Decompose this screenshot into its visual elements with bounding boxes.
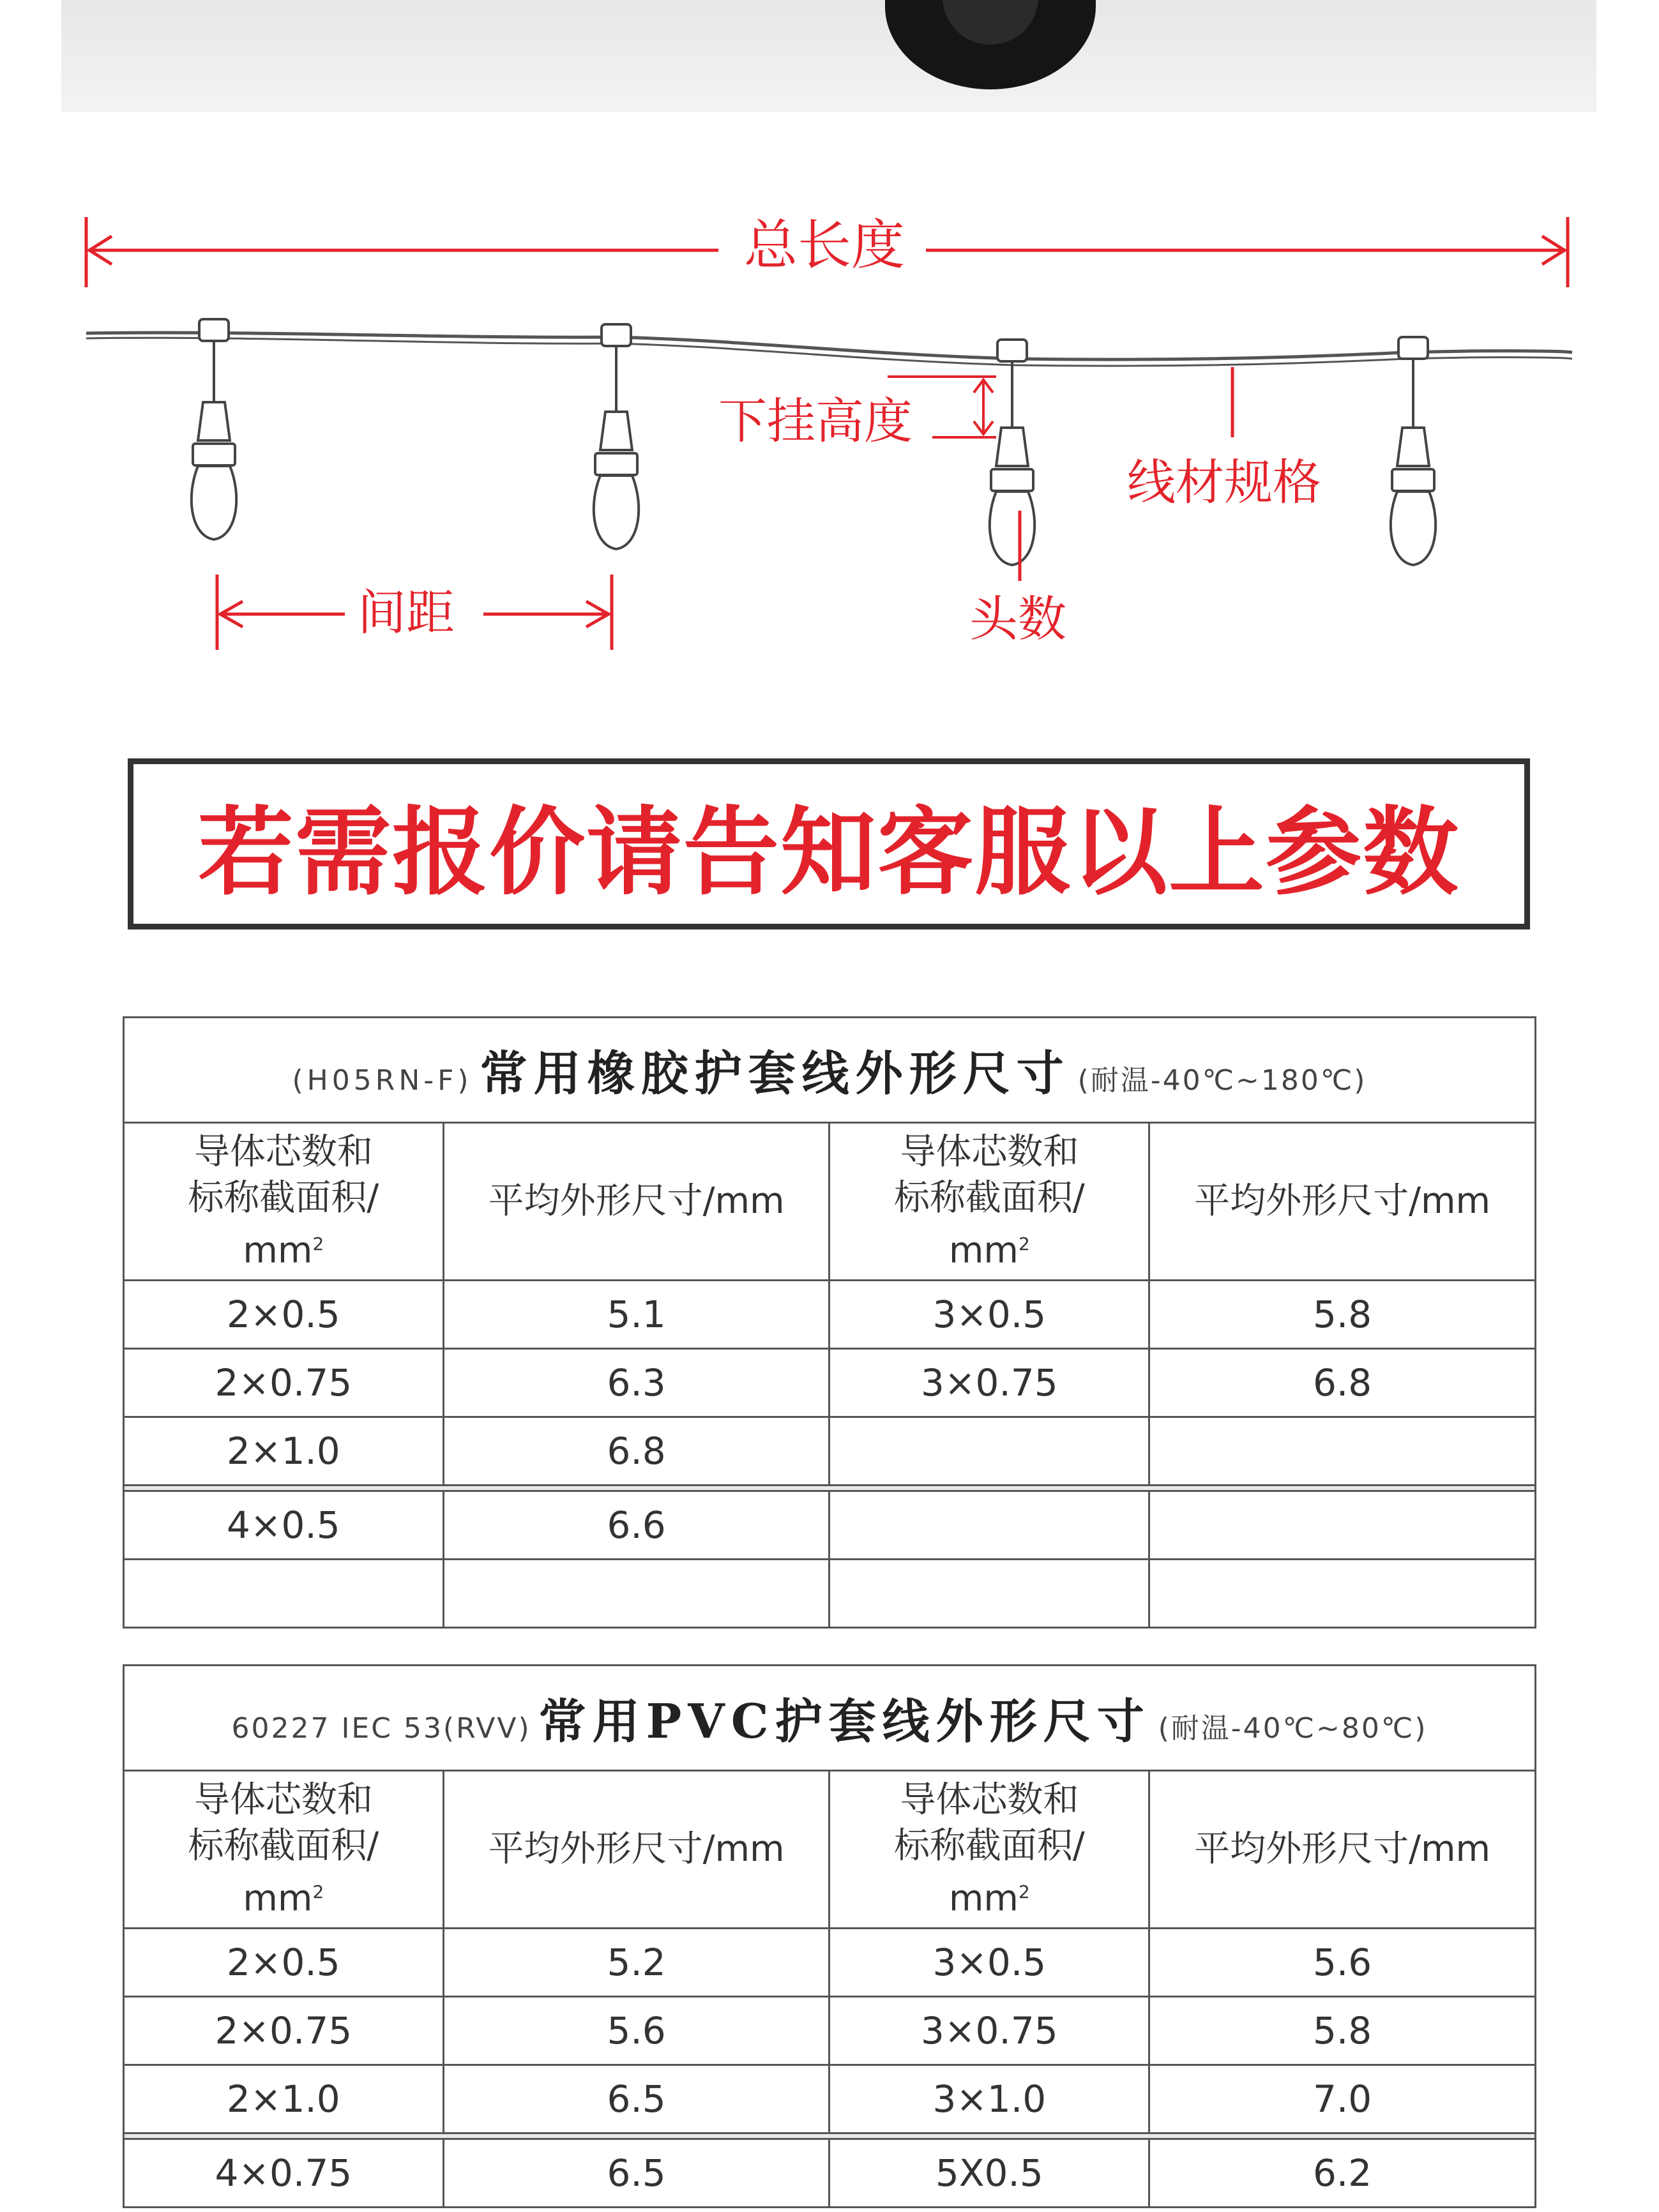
table-cell: 6.5: [443, 2139, 830, 2208]
table-temp: (耐温-40℃~80℃): [1158, 1712, 1428, 1745]
table-cell: 2×0.75: [124, 1997, 444, 2065]
table-cell: 5.8: [1149, 1997, 1536, 2065]
table-cell: [830, 1560, 1149, 1628]
conductor-header: [124, 1123, 444, 1281]
total-length-label: 总长度: [744, 214, 905, 276]
table-row: [124, 1560, 1536, 1628]
table-cell: [1149, 1560, 1536, 1628]
table-cell: 2×0.5: [124, 1929, 444, 1997]
conductor-header: [124, 1771, 444, 1929]
table-cell: 6.2: [1149, 2139, 1536, 2208]
conductor-header-line2: 标称截面积/: [893, 1825, 1085, 1867]
conductor-header-line1: 导体芯数和: [900, 1131, 1079, 1173]
table-row: [124, 1929, 1536, 1997]
table-cell: 6.3: [443, 1349, 830, 1417]
table-row: [124, 1349, 1536, 1417]
table-cell: 6.8: [443, 1417, 830, 1486]
drop-height-label: 下挂高度: [718, 393, 913, 449]
conductor-header-line2: 标称截面积/: [188, 1825, 379, 1867]
table-cell: 3×0.75: [830, 1997, 1149, 2065]
table-cell: 2×1.0: [124, 2065, 444, 2133]
conductor-header-unit: $mm^2$: [243, 1877, 324, 1920]
table-row: [124, 1417, 1536, 1486]
table-row: [124, 1281, 1536, 1349]
conductor-header-unit: $mm^2$: [948, 1877, 1030, 1920]
table-row: [124, 1491, 1536, 1560]
string-light-diagram: [0, 192, 1659, 677]
table-code: 60227 IEC 53(RVV): [231, 1712, 531, 1745]
wire-spec-label: 线材规格: [1127, 454, 1321, 511]
pvc-cable-spec-table: [123, 1664, 1536, 2208]
table-temp: (耐温-40℃~180℃): [1077, 1064, 1367, 1097]
quote-banner-text: 若需报价请告知客服以上参数: [197, 797, 1460, 908]
conductor-header-line1: 导体芯数和: [193, 1779, 373, 1821]
table-cell: 7.0: [1149, 2065, 1536, 2133]
table-cell: 5.6: [443, 1997, 830, 2065]
conductor-header-line1: 导体芯数和: [193, 1131, 373, 1173]
conductor-header-line1: 导体芯数和: [900, 1779, 1079, 1821]
table-title: [124, 1666, 1536, 1771]
table-cell: 3×0.75: [830, 1349, 1149, 1417]
table-row: [124, 1997, 1536, 2065]
table-row: [124, 2065, 1536, 2133]
table-cell: [830, 1417, 1149, 1486]
spacing-label: 间距: [358, 584, 455, 641]
table-cell: 6.6: [443, 1491, 830, 1560]
table-cell: [124, 1560, 444, 1628]
table-code: (H05RN-F): [292, 1064, 473, 1097]
table-cell: [443, 1560, 830, 1628]
table-cell: 3×0.5: [830, 1281, 1149, 1349]
table-cell: [830, 1491, 1149, 1560]
row-separator: [124, 2133, 1536, 2139]
table-cell: 5.2: [443, 1929, 830, 1997]
table-cell: 3×1.0: [830, 2065, 1149, 2133]
table-row: [124, 2139, 1536, 2208]
table-title-text: 常用PVC护套线外形尺寸: [538, 1694, 1151, 1749]
table-cell: 6.8: [1149, 1349, 1536, 1417]
table-title: [124, 1018, 1536, 1123]
table-cell: [1149, 1417, 1536, 1486]
conductor-header-unit: $mm^2$: [948, 1230, 1030, 1272]
conductor-header: [830, 1123, 1149, 1281]
table-cell: 6.5: [443, 2065, 830, 2133]
diameter-header: 平均外形尺寸/mm: [1149, 1123, 1536, 1281]
row-separator: [124, 1486, 1536, 1491]
conductor-header-unit: $mm^2$: [243, 1230, 324, 1272]
table-cell: 5.1: [443, 1281, 830, 1349]
diameter-header: 平均外形尺寸/mm: [1149, 1771, 1536, 1929]
table-cell: 5X0.5: [830, 2139, 1149, 2208]
table-cell: 5.6: [1149, 1929, 1536, 1997]
table-cell: 4×0.5: [124, 1491, 444, 1560]
conductor-header-line2: 标称截面积/: [893, 1177, 1085, 1219]
diameter-header: 平均外形尺寸/mm: [443, 1123, 830, 1281]
table-cell: 3×0.5: [830, 1929, 1149, 1997]
table-cell: [1149, 1491, 1536, 1560]
table-cell: 4×0.75: [124, 2139, 444, 2208]
head-count-label: 头数: [969, 591, 1066, 647]
table-cell: 5.8: [1149, 1281, 1536, 1349]
table-cell: 2×0.5: [124, 1281, 444, 1349]
diameter-header: 平均外形尺寸/mm: [443, 1771, 830, 1929]
rubber-cable-spec-table: [123, 1016, 1536, 1629]
conductor-header-line2: 标称截面积/: [188, 1177, 379, 1219]
product-photo: [61, 0, 1596, 112]
table-cell: 2×1.0: [124, 1417, 444, 1486]
conductor-header: [830, 1771, 1149, 1929]
table-cell: 2×0.75: [124, 1349, 444, 1417]
table-title-text: 常用橡胶护套线外形尺寸: [480, 1046, 1070, 1101]
quote-banner: [128, 758, 1530, 929]
